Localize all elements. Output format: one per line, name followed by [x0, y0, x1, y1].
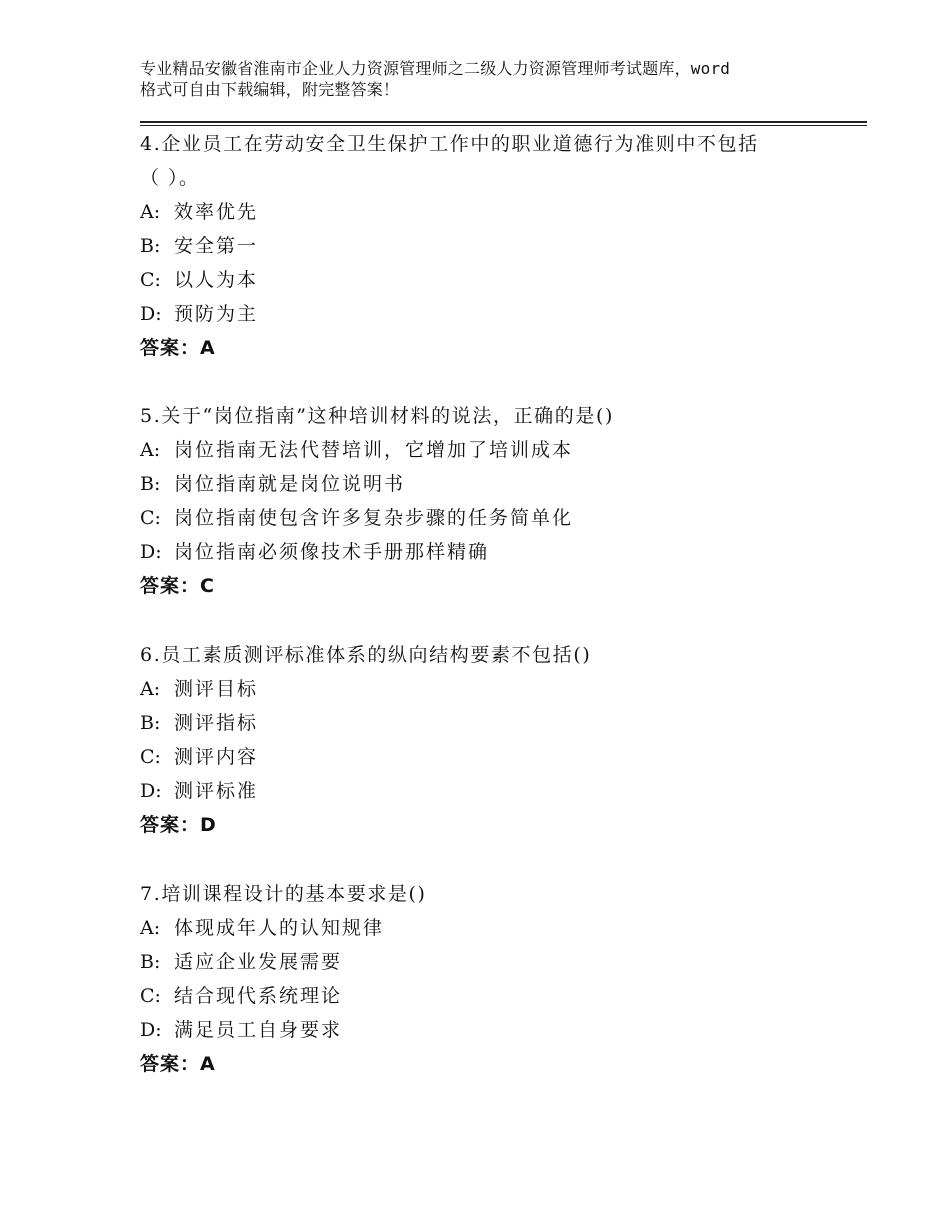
- option-a: [140, 911, 820, 945]
- option-b: [140, 229, 820, 263]
- option-b: [140, 706, 820, 740]
- option-letter: D:: [140, 780, 162, 802]
- option-text: 以人为本: [174, 269, 259, 291]
- option-a: [140, 195, 820, 229]
- option-text: 岗位指南就是岗位说明书: [174, 473, 406, 495]
- header-line-2: 格式可自由下载编辑，附完整答案！: [140, 80, 400, 99]
- option-c: [140, 501, 820, 535]
- option-letter: C:: [140, 269, 161, 291]
- option-letter: A:: [140, 917, 161, 939]
- option-d: [140, 297, 820, 331]
- option-b: [140, 467, 820, 501]
- question-7: [140, 877, 820, 1081]
- option-b: [140, 945, 820, 979]
- option-letter: B:: [140, 473, 161, 495]
- option-text: 岗位指南使包含许多复杂步骤的任务简单化: [174, 507, 574, 529]
- option-c: [140, 979, 820, 1013]
- document-header: [140, 58, 840, 100]
- option-letter: B:: [140, 951, 161, 973]
- option-letter: B:: [140, 712, 161, 734]
- option-c: [140, 263, 820, 297]
- option-text: 测评指标: [174, 712, 259, 734]
- question-stem: 6.员工素质测评标准体系的纵向结构要素不包括(): [140, 644, 592, 666]
- option-letter: D:: [140, 303, 162, 325]
- option-letter: C:: [140, 746, 161, 768]
- answer-label: 答案：D: [140, 814, 217, 836]
- option-text: 适应企业发展需要: [174, 951, 343, 973]
- option-d: [140, 1013, 820, 1047]
- option-d: [140, 535, 820, 569]
- option-a: [140, 672, 820, 706]
- option-letter: C:: [140, 507, 161, 529]
- option-letter: D:: [140, 1019, 162, 1041]
- option-text: 测评目标: [174, 678, 259, 700]
- option-letter: A:: [140, 201, 161, 223]
- answer-label: 答案：A: [140, 1053, 216, 1075]
- option-text: 体现成年人的认知规律: [174, 917, 385, 939]
- question-stem: 5.关于“岗位指南”这种培训材料的说法，正确的是(): [140, 405, 614, 427]
- option-letter: B:: [140, 235, 161, 257]
- option-letter: A:: [140, 439, 161, 461]
- question-5: [140, 399, 820, 603]
- answer-label: 答案：A: [140, 337, 216, 359]
- question-4: [140, 127, 820, 365]
- option-text: 预防为主: [174, 303, 259, 325]
- option-letter: A:: [140, 678, 161, 700]
- option-d: [140, 774, 820, 808]
- option-letter: C:: [140, 985, 161, 1007]
- question-stem: 4.企业员工在劳动安全卫生保护工作中的职业道德行为准则中不包括: [140, 133, 759, 155]
- option-text: 满足员工自身要求: [174, 1019, 343, 1041]
- option-text: 测评标准: [174, 780, 259, 802]
- option-text: 安全第一: [174, 235, 259, 257]
- option-text: 测评内容: [174, 746, 259, 768]
- option-letter: D:: [140, 541, 162, 563]
- question-6: [140, 638, 820, 842]
- option-text: 结合现代系统理论: [174, 985, 343, 1007]
- option-text: 岗位指南无法代替培训，它增加了培训成本: [174, 439, 574, 461]
- question-stem: 7.培训课程设计的基本要求是(): [140, 883, 427, 905]
- option-text: 岗位指南必须像技术手册那样精确: [174, 541, 490, 563]
- header-line-1: 专业精品安徽省淮南市企业人力资源管理师之二级人力资源管理师考试题库，word: [140, 59, 731, 78]
- answer-label: 答案：C: [140, 575, 215, 597]
- option-c: [140, 740, 820, 774]
- option-a: [140, 433, 820, 467]
- question-stem-continued: （ ）。: [140, 167, 200, 189]
- option-text: 效率优先: [174, 201, 259, 223]
